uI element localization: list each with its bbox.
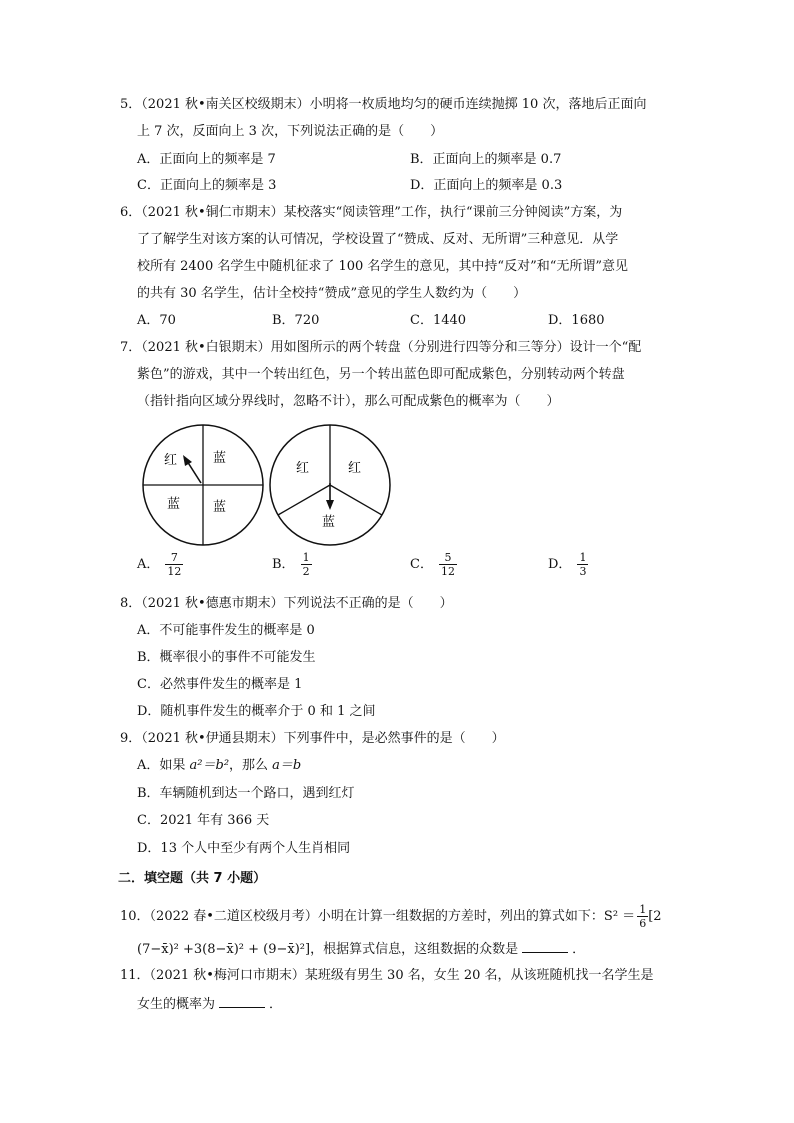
q8-option-a: A．不可能事件发生的概率是 0	[137, 623, 315, 638]
q7-d-numerator: 1	[579, 551, 587, 564]
q6-option-d: D．1680	[548, 313, 605, 328]
q10-line1-tail: [2	[648, 909, 662, 924]
q9-option-b: B．车辆随机到达一个路口，遇到红灯	[137, 786, 355, 801]
spinner2-bottom-label: 蓝	[322, 515, 336, 530]
q7-line1: 7．（2021 秋•白银期末）用如图所示的两个转盘（分别进行四等分和三等分）设计一个“配	[120, 340, 642, 355]
spinner2-left-label: 红	[296, 461, 310, 476]
q7-option-b-label: B．	[272, 557, 295, 572]
q7-line3: （指针指向区域分界线时，忽略不计），那么可配成紫色的概率为（ ）	[137, 394, 560, 409]
q10-line2	[137, 940, 585, 959]
q6-option-b: B．720	[272, 313, 320, 328]
q7-option-c	[410, 551, 457, 578]
q5-option-d: D．正面向上的频率是 0.3	[410, 178, 563, 193]
q11-line2	[137, 995, 282, 1014]
q7-a-denominator: 12	[167, 565, 182, 578]
spinner-four-part	[143, 425, 263, 545]
q5-line2: 上 7 次，反面向上 3 次，下列说法正确的是（ ）	[137, 124, 444, 139]
spinner1-top-right-label: 蓝	[213, 451, 227, 466]
spinner2-right-label: 红	[348, 461, 362, 476]
q9-option-a-math2: a＝b	[272, 758, 302, 773]
q7-b-denominator: 2	[302, 565, 310, 578]
q7-option-d-fraction	[577, 551, 588, 578]
q11-answer-blank[interactable]	[219, 995, 265, 1008]
spinner1-bottom-right-label: 蓝	[213, 500, 227, 515]
q11-line1: 11．（2021 秋•梅河口市期末）某班级有男生 30 名，女生 20 名，从该班随机找一名学生是	[120, 968, 654, 983]
q5-option-a: A．正面向上的频率是 7	[137, 152, 276, 167]
q7-option-b	[272, 551, 312, 578]
q9-option-c: C．2021 年有 366 天	[137, 813, 270, 828]
q9-line1: 9．（2021 秋•伊通县期末）下列事件中，是必然事件的是（ ）	[120, 731, 505, 746]
q10-frac-denominator: 6	[639, 917, 647, 930]
q11-line2-end: ．	[269, 997, 283, 1012]
q6-option-a: A．70	[137, 313, 176, 328]
q10-line2-text: (7−x̄)² +3(8−x̄)² + (9−x̄)²]，根据算式信息，这组数据的众数是	[137, 942, 519, 957]
q8-line1: 8．（2021 秋•德惠市期末）下列说法不正确的是（ ）	[120, 596, 453, 611]
q5-line1: 5．（2021 秋•南关区校级期末）小明将一枚质地均匀的硬币连续抛掷 10 次，落地后正面向	[120, 97, 647, 112]
q7-option-d	[548, 551, 588, 578]
q8-option-d: D．随机事件发生的概率介于 0 和 1 之间	[137, 704, 376, 719]
q8-option-c: C．必然事件发生的概率是 1	[137, 677, 303, 692]
spinner-three-part	[270, 425, 390, 545]
q6-option-c: C．1440	[410, 313, 467, 328]
spinner2-pointer-head-icon	[326, 500, 334, 510]
q10-answer-blank[interactable]	[522, 940, 568, 953]
q7-d-denominator: 3	[579, 565, 587, 578]
q7-b-numerator: 1	[302, 551, 310, 564]
q9-option-a	[137, 757, 301, 775]
q7-c-denominator: 12	[440, 565, 455, 578]
q9-option-a-mid: ，那么	[229, 758, 273, 773]
q7-option-b-fraction	[301, 551, 312, 578]
q7-option-a-label: A．	[137, 557, 160, 572]
q10-frac-numerator: 1	[639, 903, 647, 916]
spinner1-pointer-head-icon	[183, 455, 192, 466]
q11-line2-text: 女生的概率为	[137, 997, 216, 1012]
q10-line1-text: 10．（2022 春•二道区校级月考）小明在计算一组数据的方差时，列出的算式如下：S² ＝	[120, 909, 636, 924]
q10-line1	[120, 903, 662, 930]
q7-option-c-label: C．	[410, 557, 433, 572]
q9-option-a-prefix: A．如果	[137, 758, 190, 773]
q10-line2-end: ．	[572, 942, 586, 957]
spinner1-pointer-icon	[187, 461, 201, 483]
q7-option-c-fraction	[439, 551, 457, 578]
q6-line1: 6．（2021 秋•铜仁市期末）某校落实“阅读管理”工作，执行“课前三分钟阅读”方案，为	[120, 205, 623, 220]
q7-option-a-fraction	[165, 551, 183, 578]
q7-option-d-label: D．	[548, 557, 572, 572]
spinners-figure	[130, 420, 410, 550]
q8-option-b: B．概率很小的事件不可能发生	[137, 650, 316, 665]
q5-option-c: C．正面向上的频率是 3	[137, 178, 277, 193]
section-heading-fill-in: 二．填空题（共 7 小题）	[118, 871, 267, 886]
q6-line3: 校所有 2400 名学生中随机征求了 100 名学生的意见，其中持“反对”和“无所谓”意见	[137, 259, 629, 274]
q10-fraction	[637, 903, 648, 930]
q7-c-numerator: 5	[439, 551, 457, 565]
q9-option-a-math: a²＝b²	[189, 758, 230, 773]
q6-line2: 了了解学生对该方案的认可情况，学校设置了“赞成、反对、无所谓”三种意见．从学	[137, 232, 619, 247]
spinner1-top-left-label: 红	[164, 453, 178, 468]
q9-option-d: D．13 个人中至少有两个人生肖相同	[137, 841, 351, 856]
q7-line2: 紫色”的游戏，其中一个转出红色，另一个转出蓝色即可配成紫色，分别转动两个转盘	[137, 367, 625, 382]
q5-option-b: B．正面向上的频率是 0.7	[410, 152, 562, 167]
spinner1-bottom-left-label: 蓝	[167, 497, 181, 512]
q6-line4: 的共有 30 名学生，估计全校持“赞成”意见的学生人数约为（ ）	[137, 286, 527, 301]
q7-option-a	[137, 551, 183, 578]
q7-a-numerator: 7	[165, 551, 183, 565]
